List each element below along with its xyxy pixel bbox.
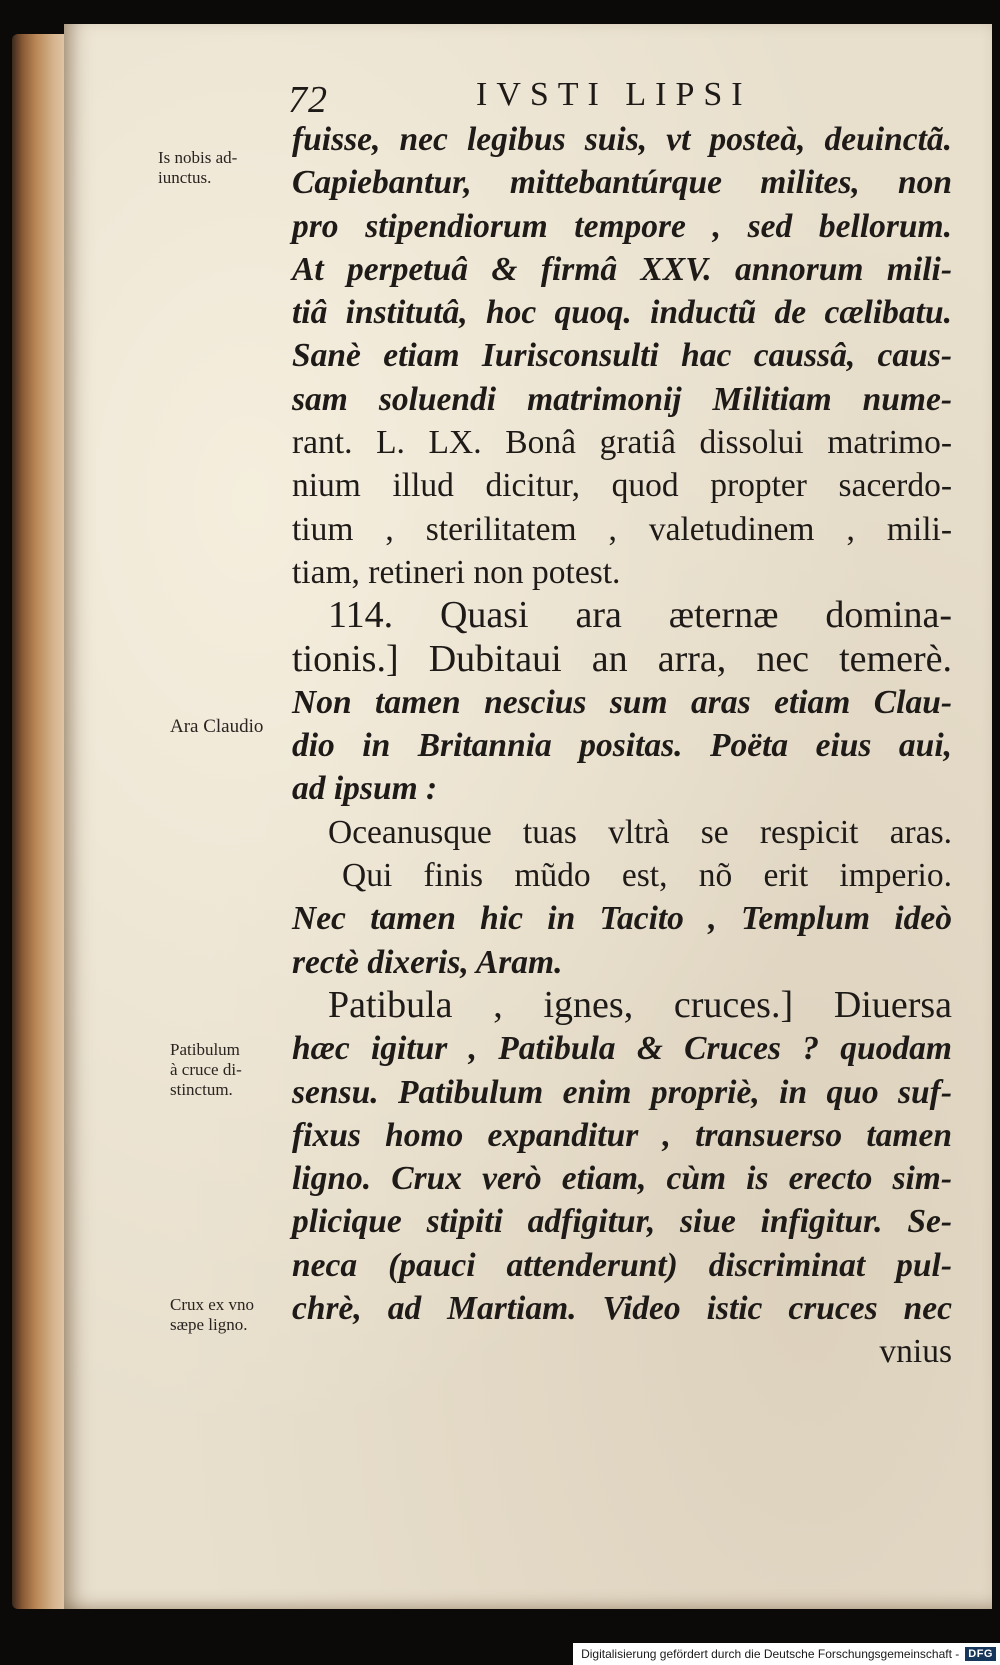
text-line: rant. L. LX. Bonâ gratiâ dissolui matrimo-	[292, 424, 952, 462]
catchword: vnius	[879, 1333, 952, 1371]
text-line: At perpetuâ & firmâ XXV. annorum mili-	[292, 250, 952, 288]
text-line: pro stipendiorum tempore , sed bellorum.	[292, 207, 952, 245]
text-line: rectè dixeris, Aram.	[292, 943, 563, 981]
margin-note-text: Patibulum à cruce di- stinctum.	[170, 1040, 242, 1099]
text-line: 114. Quasi ara æternæ domina-	[328, 594, 952, 637]
text-line: ad ipsum :	[292, 770, 438, 808]
text-line: tiam, retineri non potest.	[292, 553, 621, 591]
margin-note	[158, 148, 308, 188]
margin-note-text: Ara Claudio	[170, 716, 264, 737]
text-line: tiâ institutâ, hoc quoq. inductũ de cælibatu.	[292, 294, 952, 332]
text-line: Patibula , ignes, cruces.] Diuersa	[328, 983, 952, 1026]
text-line: ligno. Crux verò etiam, cùm is erecto sim-	[292, 1160, 952, 1198]
text-line: fixus homo expanditur , transuerso tamen	[292, 1116, 952, 1154]
text-line: chrè, ad Martiam. Video istic cruces nec	[292, 1290, 952, 1328]
text-line: Capiebantur, mittebantúrque milites, non	[292, 164, 952, 202]
text-line: dio in Britannia positas. Poëta eius aui,	[292, 727, 952, 765]
dfg-logo: DFG	[965, 1647, 996, 1661]
text-line: Oceanusque tuas vltrà se respicit aras.	[328, 813, 952, 851]
text-line: Sanè etiam Iurisconsulti hac caussâ, caus-	[292, 337, 952, 375]
text-block	[292, 118, 952, 1374]
text-line: Nec tamen hic in Tacito , Templum ideò	[292, 900, 952, 938]
text-line: sam soluendi matrimonij Militiam nume-	[292, 380, 952, 418]
margin-note-text: Is nobis ad- iunctus.	[158, 148, 238, 187]
text-line: Qui finis mũdo est, nõ erit imperio.	[342, 857, 952, 895]
footer-text: Digitalisierung gefördert durch die Deutsche Forschungsgemeinschaft -	[581, 1647, 960, 1661]
running-head: IVSTI LIPSI	[476, 76, 752, 113]
page-number: 72	[288, 79, 328, 121]
text-line: Non tamen nescius sum aras etiam Clau-	[292, 683, 952, 721]
text-line: hæc igitur , Patibula & Cruces ? quodam	[292, 1030, 952, 1068]
text-line: fuisse, nec legibus suis, vt posteà, deuinctã.	[292, 121, 952, 158]
margin-note-text: Crux ex vno sæpe ligno.	[170, 1295, 255, 1334]
text-line: nium illud dicitur, quod propter sacerdo-	[292, 467, 952, 505]
text-line: plicique stipiti adfigitur, siue infigitur. Se-	[292, 1203, 952, 1241]
text-line: neca (pauci attenderunt) discriminat pul-	[292, 1246, 952, 1284]
footer-credit	[573, 1643, 1000, 1665]
book-edge	[12, 34, 72, 1609]
text-line: sensu. Patibulum enim propriè, in quo suf-	[292, 1073, 952, 1111]
text-line: tium , sterilitatem , valetudinem , mili-	[292, 510, 952, 548]
text-line: tionis.] Dubitaui an arra, nec temerè.	[292, 637, 952, 680]
